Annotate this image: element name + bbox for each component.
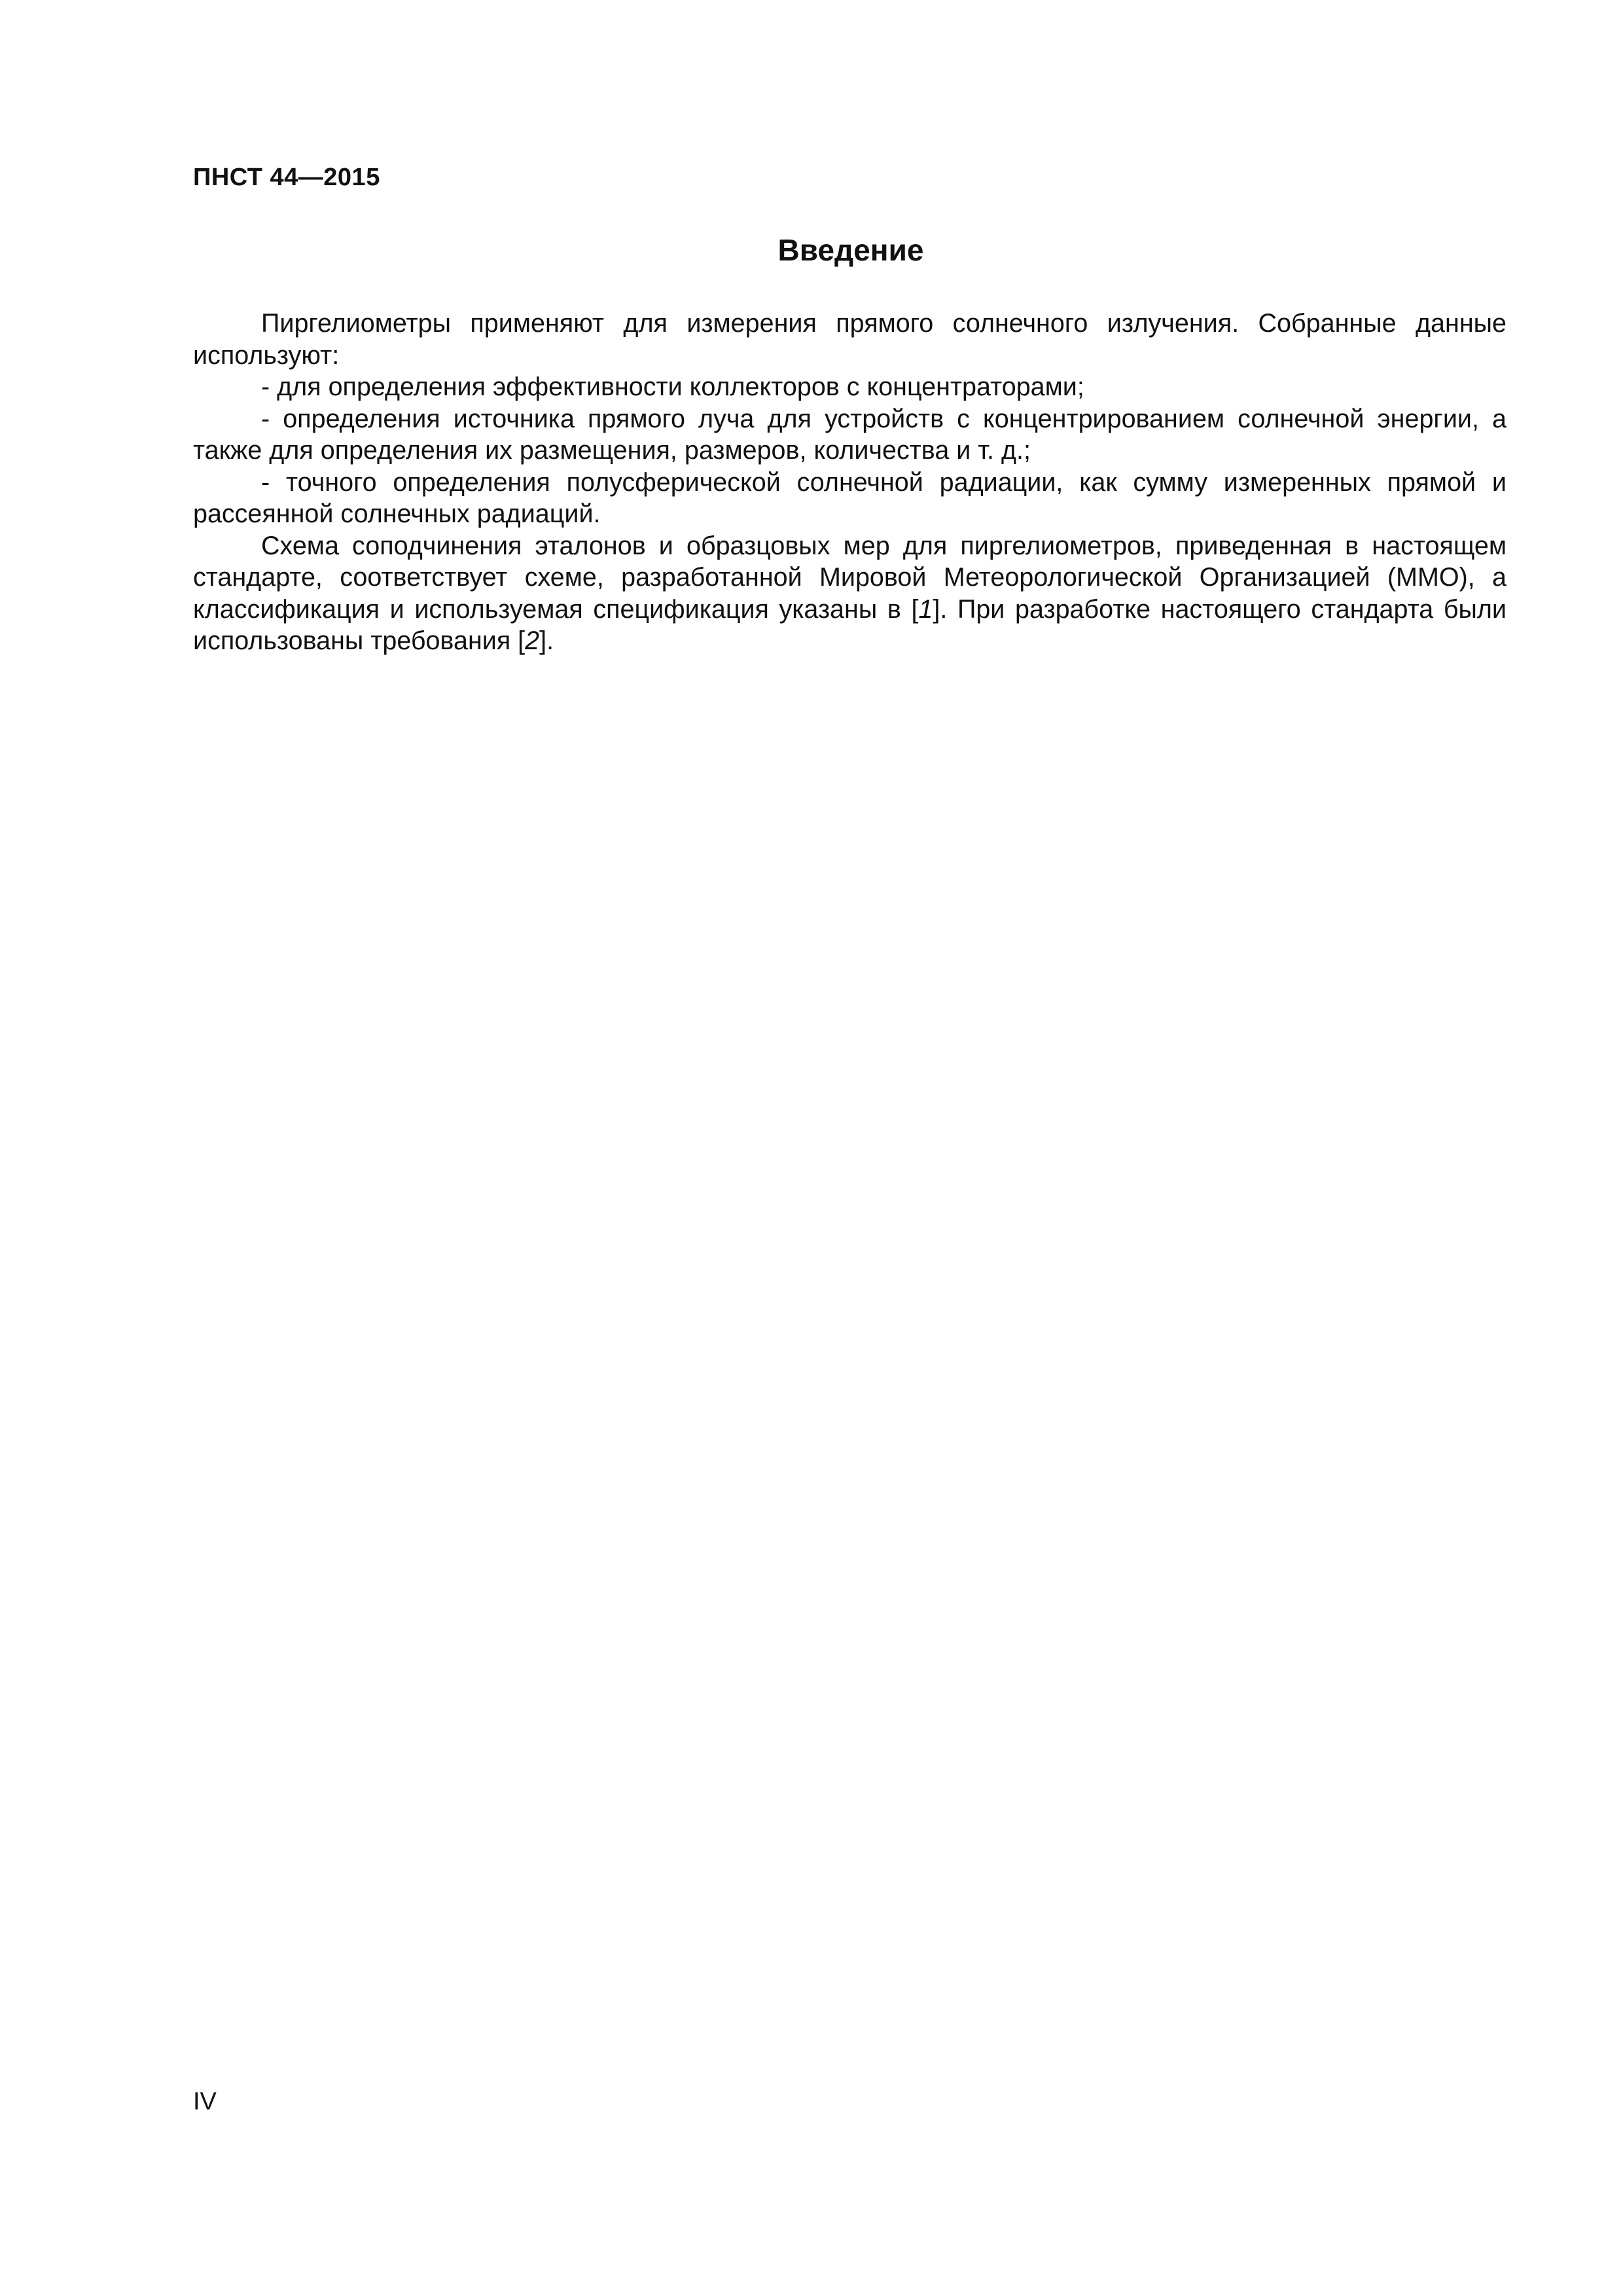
paragraph-intro (193, 308, 1507, 371)
paragraph-hierarchy (193, 530, 1507, 657)
paragraph-hierarchy-text-3: ]. (539, 626, 554, 655)
paragraph-intro-text: Пиргелиометры применяют для измерения прямого солнечного излучения. Собранные данные используют: (193, 309, 1507, 370)
list-item-direct-beam-text: - определения источника прямого луча для устройств с концентрированием солнечной энергии, а также для определения их размещения, размеров, количества и т. д.; (193, 404, 1507, 465)
reference-1: 1 (918, 594, 933, 624)
section-title: Введение (777, 233, 924, 267)
list-item-hemispherical-text: - точного определения полусферической солнечной радиации, как сумму измеренных прямой и рассеянной солнечных радиаций. (193, 467, 1507, 528)
page-number: IV (193, 2088, 217, 2115)
list-item-direct-beam (193, 403, 1507, 467)
body-text (193, 308, 1507, 657)
document-code: ПНСТ 44—2015 (193, 164, 380, 191)
list-item-collectors-text: - для определения эффективности коллекторов с концентраторами; (261, 372, 1084, 401)
paragraph-hierarchy-text-1: Схема соподчинения эталонов и образцовых мер для пиргелиометров, приведенная в настоящем стандарте, соответствует схеме, разработанной Мировой Метеорологической Организацией (ММО), а классификация и используемая спецификация указаны в [ (193, 531, 1507, 624)
list-item-hemispherical (193, 467, 1507, 530)
paragraph-hierarchy-text-2: ]. При разработке настоящего стандарта были использованы требования [ (193, 594, 1507, 655)
list-item-collectors (193, 371, 1507, 403)
reference-2: 2 (525, 626, 540, 655)
